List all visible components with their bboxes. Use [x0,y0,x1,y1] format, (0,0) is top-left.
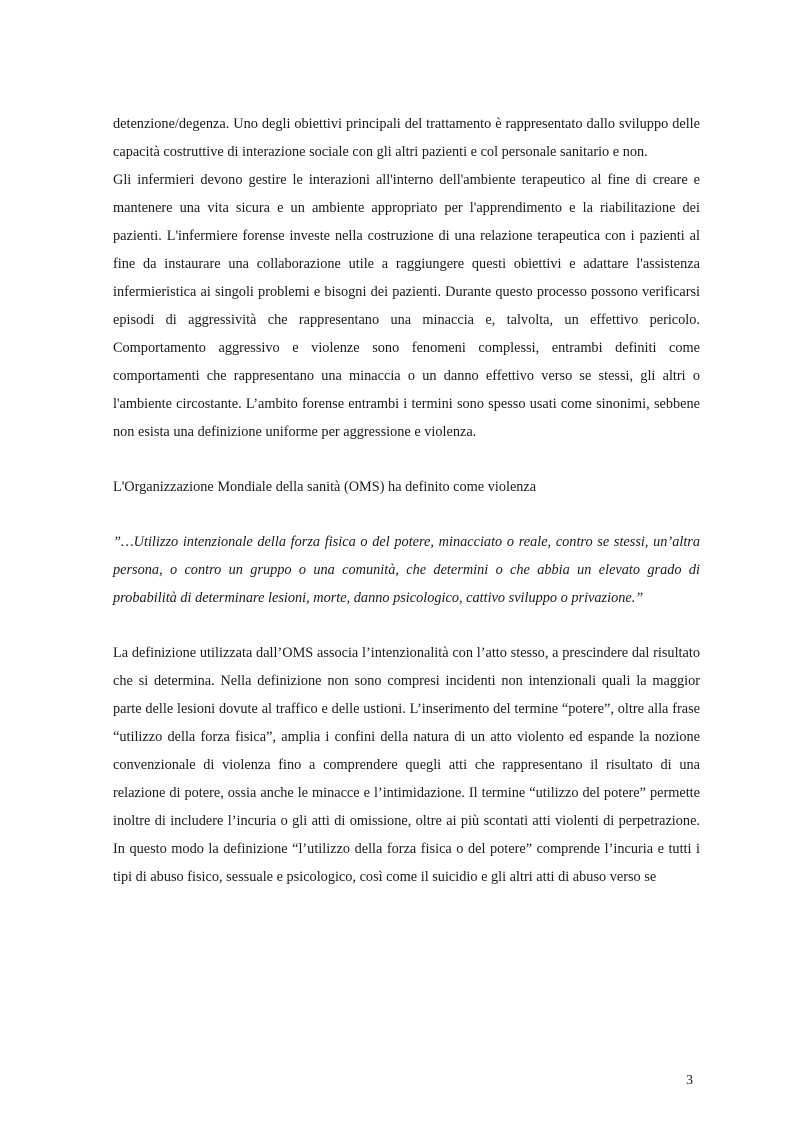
page-body [113,110,700,891]
oms-definition-quote: ”…Utilizzo intenzionale della forza fisica o del potere, minacciato o reale, contro se stessi, un’altra persona, o contro un gruppo o una comunità, che determini o che abbia un elevato grado di probabilità di determinare lesioni, morte, danno psicologico, cattivo sviluppo o privazione.” [113,534,700,606]
paragraph-continuation: detenzione/degenza. Uno degli obiettivi principali del trattamento è rappresentato dallo sviluppo delle capacità costruttive di interazione sociale con gli altri pazienti e col personale sanitario e non. [113,116,700,160]
paragraph-oms-intro: L'Organizzazione Mondiale della sanità (OMS) ha definito come violenza [113,479,537,495]
paragraph-nurses: Gli infermieri devono gestire le interazioni all'interno dell'ambiente terapeutico al fine di creare e mantenere una vita sicura e un ambiente appropriato per l'apprendimento e la riabilitazione dei pazienti. L'infermiere forense investe nella costruzione di una relazione terapeutica con i pazienti al fine da instaurare una collaborazione utile a raggiungere questi obiettivi e adattare l'assistenza infermieristica ai singoli problemi e bisogni dei pazienti. Durante questo processo possono verificarsi episodi di aggressività che rappresentano una minaccia e, talvolta, un effettivo pericolo. Comportamento aggressivo e violenze sono fenomeni complessi, entrambi definiti come comportamenti che rappresentano una minaccia o un danno effettivo verso se stessi, gli altri o l'ambiente circostante. L’ambito forense entrambi i termini sono spesso usati come sinonimi, sebbene non esista una definizione uniforme per aggressione e violenza. [113,172,700,440]
paragraph-definition-analysis: La definizione utilizzata dall’OMS associa l’intenzionalità con l’atto stesso, a prescindere dal risultato che si determina. Nella definizione non sono compresi incidenti non intenzionali quali la maggior parte delle lesioni dovute al traffico e delle ustioni. L’inserimento del termine “potere”, oltre alla frase “utilizzo della forza fisica”, amplia i confini della natura di un atto violento ed espande la nozione convenzionale di violenza fino a comprendere quegli atti che rappresentano il risultato di una relazione di potere, ossia anche le minacce e l’intimidazione. Il termine “utilizzo del potere” permette inoltre di includere l’incuria o gli atti di omissione, oltre ai più scontati atti violenti di perpetrazione. In questo modo la definizione “l’utilizzo della forza fisica o del potere” comprende l’incuria e tutti i tipi di abuso fisico, sessuale e psicologico, così come il suicidio e gli altri atti di abuso verso se [113,645,700,885]
page-number: 3 [686,1073,693,1088]
